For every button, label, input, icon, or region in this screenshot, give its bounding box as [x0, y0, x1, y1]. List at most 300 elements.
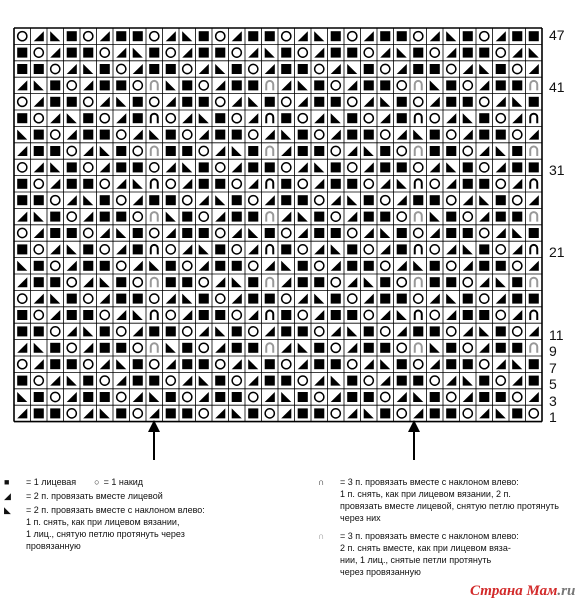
knit-stitch [100, 64, 110, 74]
knit-stitch [314, 359, 324, 369]
knit-stitch [215, 376, 225, 386]
legend-knit [4, 476, 304, 488]
knit-stitch [413, 64, 423, 74]
knit-stitch [248, 146, 258, 156]
knit-stitch [50, 97, 60, 107]
knit-stitch [149, 64, 159, 74]
knit-stitch [215, 310, 225, 320]
knit-stitch [17, 244, 27, 254]
knit-stitch [34, 146, 44, 156]
knit-stitch [166, 64, 176, 74]
knit-stitch [248, 212, 258, 222]
knit-stitch [430, 64, 440, 74]
legend-k3tog-b-line-3: нии, 1 лиц., снятые петли протянуть [340, 555, 492, 565]
knit-stitch [83, 179, 93, 189]
legend-k3tog-b [318, 530, 580, 542]
knit-stitch [380, 146, 390, 156]
knit-stitch [182, 97, 192, 107]
knit-stitch [199, 228, 209, 238]
knit-stitch [446, 343, 456, 353]
knit-stitch [100, 326, 110, 336]
knit-stitch [133, 228, 143, 238]
legend-k3tog-a-line-3: провязать вместе лицевой, снятую петлю протянуть через них [340, 501, 559, 523]
knit-stitch [512, 80, 522, 90]
knit-stitch [34, 408, 44, 418]
knit-stitch [34, 195, 44, 205]
repeat-arrow-left-icon [146, 420, 162, 460]
knit-stitch [496, 392, 506, 402]
legend-left [4, 476, 304, 552]
knit-stitch [182, 146, 192, 156]
knit-stitch [17, 326, 27, 336]
knit-stitch [133, 244, 143, 254]
knit-stitch [380, 31, 390, 41]
knit-stitch [380, 80, 390, 90]
knit-stitch [314, 97, 324, 107]
knit-stitch [199, 179, 209, 189]
knit-stitch [100, 212, 110, 222]
knit-stitch [67, 359, 77, 369]
legend-ssk-line-2: 1 п. снять, как при лицевом вязании, [26, 517, 180, 527]
knit-stitch [364, 64, 374, 74]
knit-stitch [364, 212, 374, 222]
knit-stitch [364, 392, 374, 402]
knit-stitch [397, 97, 407, 107]
knit-stitch [512, 408, 522, 418]
knit-stitch [133, 162, 143, 172]
knit-stitch [248, 277, 258, 287]
knit-stitch [397, 162, 407, 172]
legend-knit-text: = 1 лицевая [26, 477, 77, 487]
knit-stitch [281, 244, 291, 254]
knit-stitch [512, 294, 522, 304]
knit-stitch [298, 130, 308, 140]
knit-stitch [347, 392, 357, 402]
knit-stitch [248, 31, 258, 41]
knit-stitch [463, 48, 473, 58]
knit-stitch [281, 113, 291, 123]
knit-stitch [248, 408, 258, 418]
knit-stitch [347, 48, 357, 58]
knit-stitch [265, 162, 275, 172]
knit-stitch [34, 64, 44, 74]
knit-stitch [380, 343, 390, 353]
knit-stitch [166, 130, 176, 140]
knit-stitch [314, 228, 324, 238]
knit-stitch [215, 244, 225, 254]
knit-stitch [67, 228, 77, 238]
knit-stitch [133, 113, 143, 123]
knit-stitch [430, 277, 440, 287]
knit-stitch [314, 343, 324, 353]
knit-stitch [479, 310, 489, 320]
knit-stitch [380, 277, 390, 287]
knit-stitch [67, 294, 77, 304]
knit-stitch [331, 310, 341, 320]
knit-stitch [479, 113, 489, 123]
knit-stitch [100, 195, 110, 205]
knit-stitch [232, 261, 242, 271]
knit-stitch [116, 162, 126, 172]
knit-stitch [116, 80, 126, 90]
knit-stitch [149, 48, 159, 58]
knit-stitch [496, 130, 506, 140]
knit-stitch [529, 162, 539, 172]
knit-stitch [17, 179, 27, 189]
knit-stitch [298, 408, 308, 418]
knit-stitch [100, 392, 110, 402]
knit-stitch [67, 310, 77, 320]
knit-stitch [512, 212, 522, 222]
knit-stitch [83, 130, 93, 140]
knit-stitch [166, 277, 176, 287]
knit-square-icon: ■ [4, 477, 10, 487]
knit-stitch [133, 359, 143, 369]
knit-stitch [281, 179, 291, 189]
row-label-9: 9 [549, 343, 557, 359]
legend-k2tog [4, 490, 304, 502]
knit-stitch [298, 392, 308, 402]
knit-stitch [529, 97, 539, 107]
knit-stitch [430, 408, 440, 418]
knit-stitch [199, 48, 209, 58]
knit-stitch [364, 130, 374, 140]
legend-ssk-line-3: 1 лиц., снятую петлю протянуть через [26, 529, 185, 539]
knit-stitch [232, 64, 242, 74]
legend-ssk-line-1: = 2 п. провязать вместе с наклоном влево: [26, 505, 205, 515]
knit-stitch [413, 326, 423, 336]
knit-stitch [199, 97, 209, 107]
knit-stitch [50, 408, 60, 418]
knit-stitch [298, 64, 308, 74]
knit-stitch [34, 261, 44, 271]
knit-stitch [265, 31, 275, 41]
knit-stitch [232, 343, 242, 353]
knit-stitch [512, 31, 522, 41]
knit-stitch [496, 326, 506, 336]
k2tog-triangle-icon: ◢ [4, 491, 11, 501]
knit-stitch [182, 212, 192, 222]
knit-stitch [100, 130, 110, 140]
knit-stitch [182, 80, 192, 90]
knit-stitch [133, 376, 143, 386]
knit-stitch [529, 376, 539, 386]
knit-stitch [116, 343, 126, 353]
knit-stitch [116, 408, 126, 418]
knit-stitch [512, 343, 522, 353]
knit-stitch [512, 162, 522, 172]
knit-stitch [67, 97, 77, 107]
knit-stitch [265, 359, 275, 369]
knit-stitch [512, 277, 522, 287]
knit-stitch [265, 294, 275, 304]
knit-stitch [281, 310, 291, 320]
knit-stitch [17, 376, 27, 386]
legend-yo-text: = 1 накид [103, 477, 144, 487]
knit-stitch [446, 277, 456, 287]
knit-stitch [34, 326, 44, 336]
legend-right [318, 476, 580, 578]
legend-ssk-line-4: провязанную [26, 541, 81, 551]
knit-stitch [149, 326, 159, 336]
knit-stitch [430, 146, 440, 156]
knit-stitch [166, 146, 176, 156]
knit-stitch [314, 80, 324, 90]
legend-ssk [4, 504, 304, 516]
row-label-11: 11 [549, 327, 564, 343]
knit-stitch [133, 294, 143, 304]
knit-stitch [265, 97, 275, 107]
knit-stitch [215, 130, 225, 140]
knit-stitch [331, 97, 341, 107]
knit-stitch [397, 376, 407, 386]
knit-stitch [479, 376, 489, 386]
knit-stitch [298, 277, 308, 287]
knit-stitch [133, 97, 143, 107]
knit-stitch [380, 408, 390, 418]
knit-stitch [463, 31, 473, 41]
knit-stitch [182, 408, 192, 418]
knit-stitch [479, 392, 489, 402]
watermark-text: Страна Мам [470, 583, 558, 599]
knit-stitch [83, 392, 93, 402]
knit-stitch [347, 261, 357, 271]
knit-stitch [83, 48, 93, 58]
knit-stitch [83, 113, 93, 123]
legend-k3tog-b-line-2: 2 п. снять вместе, как при лицевом вяза- [340, 543, 511, 553]
row-label-41: 41 [549, 79, 565, 95]
knit-stitch [34, 277, 44, 287]
knit-stitch [380, 212, 390, 222]
knit-stitch [463, 359, 473, 369]
legend-k3tog-a [318, 476, 580, 488]
row-label-7: 7 [549, 360, 557, 376]
knit-stitch [364, 195, 374, 205]
repeat-arrow-right-icon [406, 420, 422, 460]
knit-stitch [166, 408, 176, 418]
knit-stitch [281, 48, 291, 58]
knit-stitch [232, 195, 242, 205]
knit-stitch [529, 31, 539, 41]
knit-stitch [298, 146, 308, 156]
knit-stitch [149, 195, 159, 205]
knit-stitch [496, 195, 506, 205]
knit-stitch [281, 326, 291, 336]
knit-stitch [50, 146, 60, 156]
knit-stitch [446, 359, 456, 369]
knit-stitch [248, 294, 258, 304]
knit-stitch [314, 277, 324, 287]
knit-stitch [199, 359, 209, 369]
knit-stitch [446, 212, 456, 222]
knit-stitch [281, 376, 291, 386]
knit-stitch [215, 113, 225, 123]
knit-stitch [413, 48, 423, 58]
knit-stitch [232, 212, 242, 222]
knit-stitch [298, 261, 308, 271]
knit-stitch [166, 326, 176, 336]
row-label-3: 3 [549, 393, 557, 409]
legend-k3tog-b-line-1: = 3 п. провязать вместе с наклоном влево: [340, 531, 519, 541]
knit-stitch [430, 195, 440, 205]
knit-stitch [496, 343, 506, 353]
knit-stitch [479, 244, 489, 254]
knit-stitch [430, 261, 440, 271]
knit-stitch [298, 195, 308, 205]
knit-stitch [67, 179, 77, 189]
knit-stitch [397, 31, 407, 41]
knit-stitch [50, 228, 60, 238]
knit-stitch [364, 261, 374, 271]
knit-stitch [100, 343, 110, 353]
knit-stitch [397, 294, 407, 304]
knit-stitch [529, 294, 539, 304]
knit-stitch [496, 64, 506, 74]
knit-stitch [314, 212, 324, 222]
knit-stitch [463, 310, 473, 320]
knit-stitch [479, 261, 489, 271]
knit-stitch [479, 130, 489, 140]
knit-stitch [331, 359, 341, 369]
knit-stitch [463, 162, 473, 172]
legend-k3tog-a-line-1: = 3 п. провязать вместе с наклоном влево: [340, 477, 519, 487]
knit-stitch [149, 376, 159, 386]
knit-stitch [215, 179, 225, 189]
knit-stitch [83, 310, 93, 320]
knit-stitch [116, 146, 126, 156]
knit-stitch [413, 195, 423, 205]
knit-stitch [116, 212, 126, 222]
knit-stitch [380, 162, 390, 172]
knit-stitch [166, 392, 176, 402]
knit-stitch [347, 113, 357, 123]
knit-stitch [529, 228, 539, 238]
knit-stitch [17, 64, 27, 74]
knit-stitch [199, 294, 209, 304]
knit-stitch [199, 31, 209, 41]
knit-stitch [100, 261, 110, 271]
row-label-1: 1 [549, 409, 557, 425]
knit-stitch [248, 343, 258, 353]
knit-stitch [364, 80, 374, 90]
knit-stitch [17, 48, 27, 58]
knit-stitch [430, 130, 440, 140]
knit-stitch [265, 228, 275, 238]
row-label-31: 31 [549, 162, 565, 178]
knit-stitch [67, 162, 77, 172]
ssk-triangle-icon: ◣ [4, 505, 11, 515]
knit-stitch [463, 97, 473, 107]
knit-stitch [215, 392, 225, 402]
knit-stitch [496, 261, 506, 271]
knit-stitch [116, 277, 126, 287]
knit-stitch [347, 310, 357, 320]
knit-stitch [215, 48, 225, 58]
knit-stitch [298, 326, 308, 336]
knit-stitch [347, 179, 357, 189]
knit-stitch [281, 195, 291, 205]
knit-stitch [463, 179, 473, 189]
knit-stitch [34, 130, 44, 140]
knit-stitch [397, 359, 407, 369]
knit-stitch [182, 359, 192, 369]
knit-stitch [463, 228, 473, 238]
knit-stitch [331, 228, 341, 238]
legend-k3tog-a-line-2: 1 п. снять, как при лицевом вязании, 2 п. [340, 489, 511, 499]
knit-stitch [215, 261, 225, 271]
knit-stitch [529, 359, 539, 369]
knit-stitch [50, 343, 60, 353]
knit-stitch [331, 294, 341, 304]
knit-stitch [314, 146, 324, 156]
knit-stitch [67, 31, 77, 41]
knit-stitch [281, 64, 291, 74]
knit-stitch [397, 244, 407, 254]
knit-stitch [314, 408, 324, 418]
legend-k2tog-text: = 2 п. провязать вместе лицевой [26, 491, 163, 501]
knit-stitch [133, 31, 143, 41]
k3tog-bold-icon: ∩ [318, 477, 325, 487]
knit-stitch [463, 294, 473, 304]
knit-stitch [50, 80, 60, 90]
knit-stitch [182, 343, 192, 353]
knit-stitch [199, 162, 209, 172]
knit-stitch [430, 392, 440, 402]
k3tog-outline-icon: ∩ [318, 531, 325, 541]
knit-stitch [397, 113, 407, 123]
knit-stitch [331, 179, 341, 189]
knit-stitch [397, 228, 407, 238]
knit-stitch [364, 343, 374, 353]
knit-stitch [67, 48, 77, 58]
knit-stitch [479, 179, 489, 189]
knit-stitch [248, 80, 258, 90]
knit-stitch [17, 113, 27, 123]
knit-stitch [116, 294, 126, 304]
knit-stitch [232, 392, 242, 402]
knit-stitch [430, 326, 440, 336]
knit-stitch [331, 31, 341, 41]
knit-stitch [182, 277, 192, 287]
knit-stitch [232, 80, 242, 90]
knit-stitch [166, 195, 176, 205]
knit-stitch [83, 261, 93, 271]
row-label-47: 47 [549, 27, 565, 43]
knit-stitch [265, 376, 275, 386]
legend-k3tog-b-line-4: через провязанную [340, 567, 421, 577]
knit-stitch [50, 212, 60, 222]
knit-stitch [331, 48, 341, 58]
knit-stitch [413, 376, 423, 386]
knit-stitch [446, 408, 456, 418]
knit-stitch [83, 376, 93, 386]
knit-stitch [34, 392, 44, 402]
knit-stitch [380, 294, 390, 304]
knit-stitch [50, 359, 60, 369]
knit-stitch [446, 80, 456, 90]
row-label-5: 5 [549, 376, 557, 392]
knit-stitch [17, 195, 27, 205]
knit-stitch [446, 97, 456, 107]
row-label-21: 21 [549, 244, 565, 260]
knit-stitch [50, 277, 60, 287]
knit-stitch [479, 48, 489, 58]
knit-stitch [496, 212, 506, 222]
knit-stitch [347, 130, 357, 140]
knit-stitch [182, 228, 192, 238]
knit-stitch [83, 244, 93, 254]
knit-stitch [446, 146, 456, 156]
